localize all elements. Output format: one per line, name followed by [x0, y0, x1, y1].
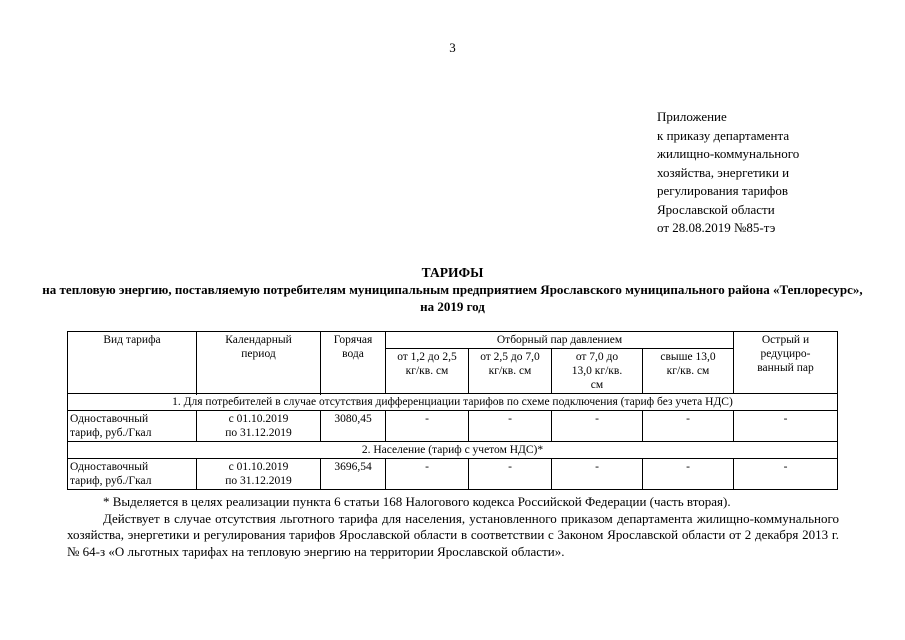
tariff-table	[67, 331, 838, 490]
header-steam-group: Отборный пар давлением	[386, 332, 734, 349]
notes-block	[67, 494, 839, 560]
appendix-line: от 28.08.2019 №85-тэ	[657, 220, 776, 235]
appendix-line: жилищно-коммунального	[657, 146, 800, 161]
period-line: по 31.12.2019	[225, 427, 292, 439]
period-line: по 31.12.2019	[225, 475, 292, 487]
header-row	[68, 332, 838, 349]
tariff-type-cell	[68, 411, 197, 442]
appendix-line: хозяйства, энергетики и	[657, 164, 790, 180]
period-line: с 01.10.2019	[228, 413, 289, 425]
tariff-type-cell	[68, 459, 197, 490]
sharp-steam-value: -	[734, 459, 838, 490]
section-title: 2. Население (тариф с учетом НДС)*	[68, 442, 838, 459]
page-number: 3	[449, 40, 456, 55]
steam-value: -	[643, 459, 734, 490]
table-row	[68, 459, 838, 490]
steam-value: -	[469, 459, 552, 490]
header-hot-water: Горячая вода	[321, 332, 386, 394]
tariff-type-line: тариф, руб./Гкал	[70, 427, 152, 439]
period-cell	[197, 459, 321, 490]
steam-value: -	[386, 411, 469, 442]
footnote: * Выделяется в целях реализации пункта 6 статьи 168 Налогового кодекса Российской Федерации (часть вторая).	[103, 494, 731, 509]
table-row	[68, 411, 838, 442]
tariff-type-line: Одноставочный	[70, 461, 149, 473]
header-steam-col-3: от 7,0 до 13,0 кг/кв. см	[552, 349, 643, 394]
steam-value: -	[386, 459, 469, 490]
header-steam-col-1: от 1,2 до 2,5 кг/кв. см	[386, 349, 469, 394]
appendix-line: Ярославской области	[657, 201, 775, 217]
section-title: 1. Для потребителей в случае отсутствия дифференциации тарифов по схеме подключения (тариф без учета НДС)	[68, 394, 838, 411]
steam-value: -	[469, 411, 552, 442]
header-sharp-steam: Острый и редуциро-ванный пар	[734, 332, 838, 394]
section-row	[68, 394, 838, 411]
header-steam-col-4: свыше 13,0 кг/кв. см	[643, 349, 734, 394]
tariff-type-line: тариф, руб./Гкал	[70, 475, 152, 487]
period-cell	[197, 411, 321, 442]
header-calendar-period: Календарный период	[197, 332, 321, 394]
appendix-line: регулирования тарифов	[657, 183, 788, 198]
note-paragraph: Действует в случае отсутствия льготного тарифа для населения, установленного приказом департамента жилищно-коммунального хозяйства, энергетики и регулирования тарифов Ярославской области в соответствии с Законом Ярославской области от 2 декабря 2013 г. № 64-з «О льготных тарифах на тепловую энергию на территории Ярославской области».	[67, 510, 839, 559]
section-row	[68, 442, 838, 459]
header-steam-col-2: от 2,5 до 7,0 кг/кв. см	[469, 349, 552, 394]
period-line: с 01.10.2019	[228, 461, 289, 473]
tariff-type-line: Одноставочный	[70, 413, 149, 425]
document-subtitle: на тепловую энергию, поставляемую потребителям муниципальным предприятием Ярославского муниципального района «Теплоресурс», на 2019 год	[42, 282, 863, 314]
sharp-steam-value: -	[734, 411, 838, 442]
steam-value: -	[552, 411, 643, 442]
appendix-line: Приложение	[657, 109, 727, 124]
steam-value: -	[643, 411, 734, 442]
header-tariff-type: Вид тарифа	[68, 332, 197, 394]
document-title: ТАРИФЫ	[421, 265, 484, 280]
appendix-block	[657, 108, 897, 238]
steam-value: -	[552, 459, 643, 490]
appendix-line: к приказу департамента	[657, 127, 790, 143]
hot-water-value: 3696,54	[321, 459, 386, 490]
hot-water-value: 3080,45	[321, 411, 386, 442]
